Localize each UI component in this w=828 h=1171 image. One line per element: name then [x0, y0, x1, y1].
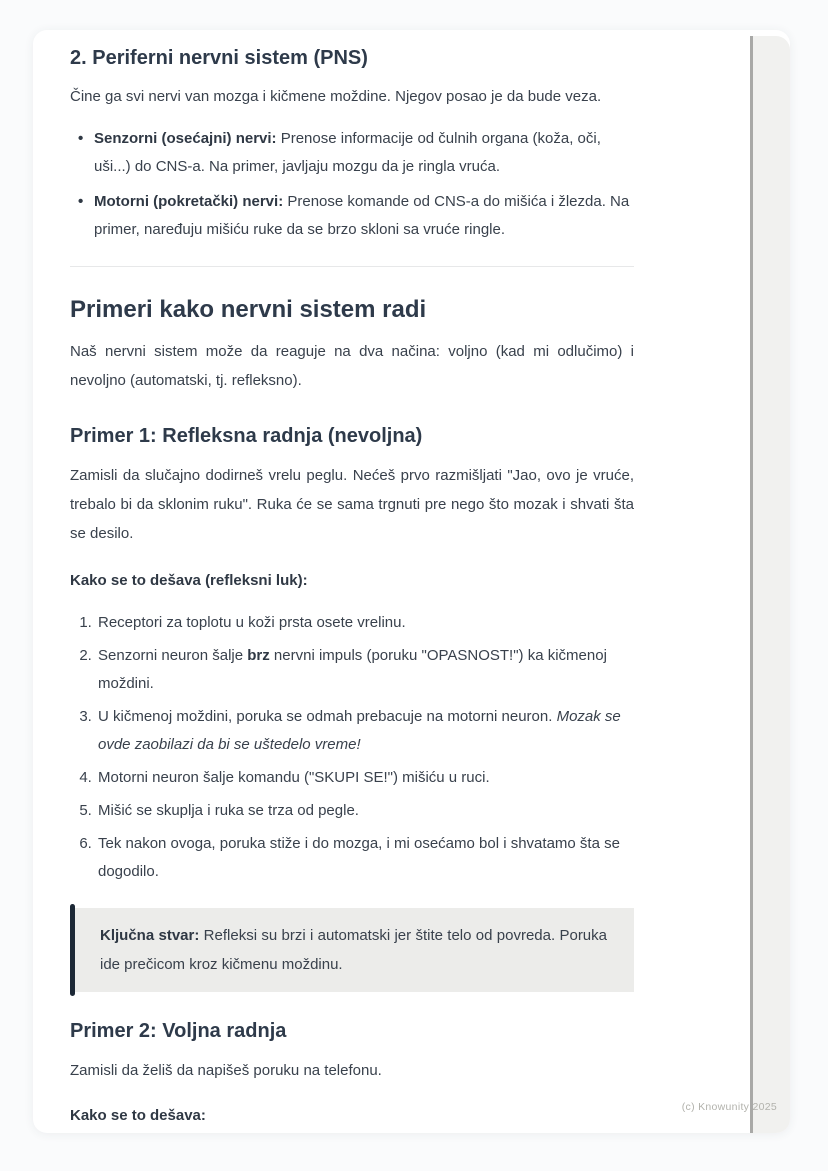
- primer2-steps-label: Kako se to dešava:: [70, 1107, 206, 1124]
- step-text: Senzorni neuron šalje: [98, 647, 248, 664]
- section-divider: [70, 266, 634, 267]
- primer1-intro-paragraph: Zamisli da slučajno dodirneš vrelu peglu. Nećeš prvo razmišljati "Jao, ovo je vruće, trebalo bi da sklonim ruku". Ruka će se sama trgnuti pre nego što mozak i shvati šta se desilo.: [70, 467, 634, 542]
- step-bold-text: brz: [247, 647, 270, 664]
- primer1-steps-label: Kako se to dešava (refleksni luk):: [70, 572, 308, 589]
- list-item-label: Senzorni (osećajni) nervi:: [94, 130, 277, 147]
- primer2-intro-paragraph: Zamisli da želiš da napišeš poruku na telefonu.: [70, 1062, 382, 1079]
- pns-intro-paragraph: Čine ga svi nervi van mozga i kičmene moždine. Njegov posao je da bude veza.: [70, 88, 602, 105]
- watermark: (c) Knowunity 2025: [681, 1101, 777, 1113]
- step-italic-text: Mozak se ovde zaobilazi da bi se uštedelo vreme!: [98, 708, 621, 753]
- key-point-callout: [70, 908, 634, 992]
- page-edge-gutter: [750, 36, 790, 1133]
- reflex-arc-steps-list: [70, 609, 634, 886]
- primer2-heading: Primer 2: Voljna radnja: [70, 1020, 287, 1042]
- step-text: Mišić se skuplja i ruka se trza od pegle.: [98, 802, 359, 819]
- callout-text: Refleksi su brzi i automatski jer štite telo od povreda. Poruka ide prečicom kroz kičmenu moždinu.: [100, 927, 607, 973]
- step-text: Receptori za toplotu u koži prsta osete vrelinu.: [98, 614, 406, 631]
- step-text: Tek nakon ovoga, poruka stiže i do mozga, i mi osećamo bol i shvatamo šta se dogodilo.: [98, 835, 620, 880]
- callout-paragraph: [100, 921, 607, 979]
- step-text: U kičmenoj moždini, poruka se odmah prebacuje na motorni neuron.: [98, 708, 557, 725]
- step-item-5: [96, 797, 634, 825]
- document-page: [33, 30, 790, 1133]
- step-item-4: [96, 764, 634, 792]
- step-item-2: [96, 642, 634, 698]
- step-text: nervni impuls (poruku "OPASNOST!") ka kičmenoj moždini.: [98, 647, 607, 692]
- list-item-sensory-nerves: [94, 125, 634, 181]
- list-item-motor-nerves: [94, 188, 634, 244]
- document-content: [33, 30, 790, 1133]
- step-item-3: [96, 703, 634, 759]
- section-pns-heading: 2. Periferni nervni sistem (PNS): [70, 47, 368, 69]
- examples-intro-paragraph: Naš nervni sistem može da reaguje na dva načina: voljno (kad mi odlučimo) i nevoljno (automatski, tj. refleksno).: [70, 343, 634, 389]
- scrollbar-thumb[interactable]: [750, 36, 753, 1133]
- list-item-label: Motorni (pokretački) nervi:: [94, 193, 284, 210]
- list-item-text: Prenose informacije od čulnih organa (koža, oči, uši...) do CNS-a. Na primer, javljaju mozgu da je ringla vruća.: [94, 130, 601, 175]
- callout-accent-bar: [70, 904, 75, 996]
- step-text: Motorni neuron šalje komandu ("SKUPI SE!") mišiću u ruci.: [98, 769, 490, 786]
- primer1-heading: Primer 1: Refleksna radnja (nevoljna): [70, 425, 423, 447]
- step-item-1: [96, 609, 634, 637]
- step-item-6: [96, 830, 634, 886]
- list-item-text: Prenose komande od CNS-a do mišića i žlezda. Na primer, naređuju mišiću ruke da se brzo skloni sa vruće ringle.: [94, 193, 630, 238]
- examples-section-heading: Primeri kako nervni sistem radi: [70, 296, 427, 323]
- nerve-types-list: [70, 125, 634, 244]
- callout-label: Ključna stvar:: [100, 927, 200, 944]
- callout-body: [75, 908, 634, 992]
